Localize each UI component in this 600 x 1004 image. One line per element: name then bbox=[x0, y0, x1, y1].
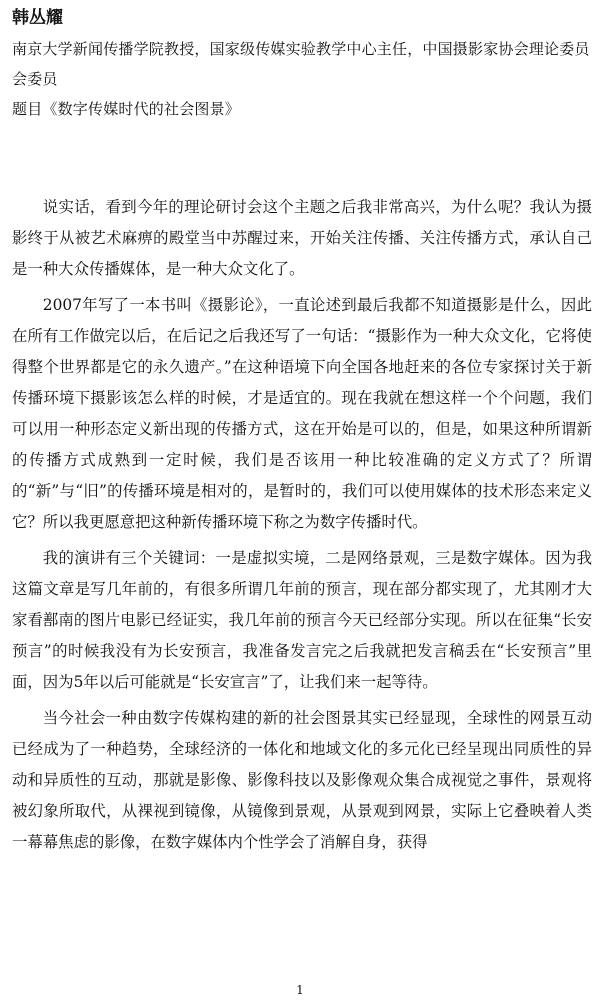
author-info bbox=[12, 34, 592, 124]
paragraph: 说实话，看到今年的理论研讨会这个主题之后我非常高兴，为什么呢？我认为摄影终于从被艺术麻痹的殿堂当中苏醒过来，开始关注传播、关注传播方式，承认自己是一种大众传播媒体，是一种大众文化了。 bbox=[12, 198, 592, 278]
author-affiliation: 南京大学新闻传播学院教授，国家级传媒实验教学中心主任，中国摄影家协会理论委员会委员 bbox=[12, 40, 590, 88]
speech-body bbox=[12, 192, 592, 863]
paragraph: 当今社会一种由数字传媒构建的新的社会图景其实已经显现，全球性的网景互动已经成为了一种趋势，全球经济的一体化和地域文化的多元化已经呈现出同质性的异动和异质性的互动，那就是影像、影像科技以及影像观众集合成视觉之事件，景观将被幻象所取代，从裸视到镜像，从镜像到景观，从景观到网景，实际上它叠映着人类一幕幕焦虑的影像，在数字媒体内个性学会了消解自身，获得 bbox=[12, 709, 592, 851]
paragraph: 我的演讲有三个关键词：一是虚拟实境，二是网络景观，三是数字媒体。因为我这篇文章是写几年前的，有很多所谓几年前的预言，现在部分都实现了，尤其刚才大家看鄯南的图片电影已经证实，我几年前的预言今天已经部分实现。所以在征集“长安预言”的时候我没有为长安预言，我准备发言完之后我就把发言稿丢在“长安预言”里面，因为5年以后可能就是“长安宣言”了，让我们来一起等待。 bbox=[12, 549, 592, 691]
paragraph: 2007年写了一本书叫《摄影论》，一直论述到最后我都不知道摄影是什么，因此在所有工作做完以后，在后记之后我还写了一句话：“摄影作为一种大众文化，它将使得整个世界都是它的永久遗产。”在这种语境下向全国各地赶来的各位专家探讨关于新传播环境下摄影该怎么样的时候，才是适宜的。现在我就在想这样一个个问题，我们可以用一种形态定义新出现的传播方式，这在开始是可以的，但是，如果这种所谓新的传播方式成熟到一定时候，我们是否该用一种比较准确的定义方式了？所谓的“新”与“旧”的传播环境是相对的，是暂时的，我们可以使用媒体的技术形态来定义它？所以我更愿意把这种新传播环境下称之为数字传播时代。 bbox=[12, 296, 592, 531]
author-name: 韩丛耀 bbox=[12, 8, 63, 28]
talk-topic: 题目《数字传媒时代的社会图景》 bbox=[12, 100, 241, 118]
page-number: 1 bbox=[296, 983, 304, 997]
